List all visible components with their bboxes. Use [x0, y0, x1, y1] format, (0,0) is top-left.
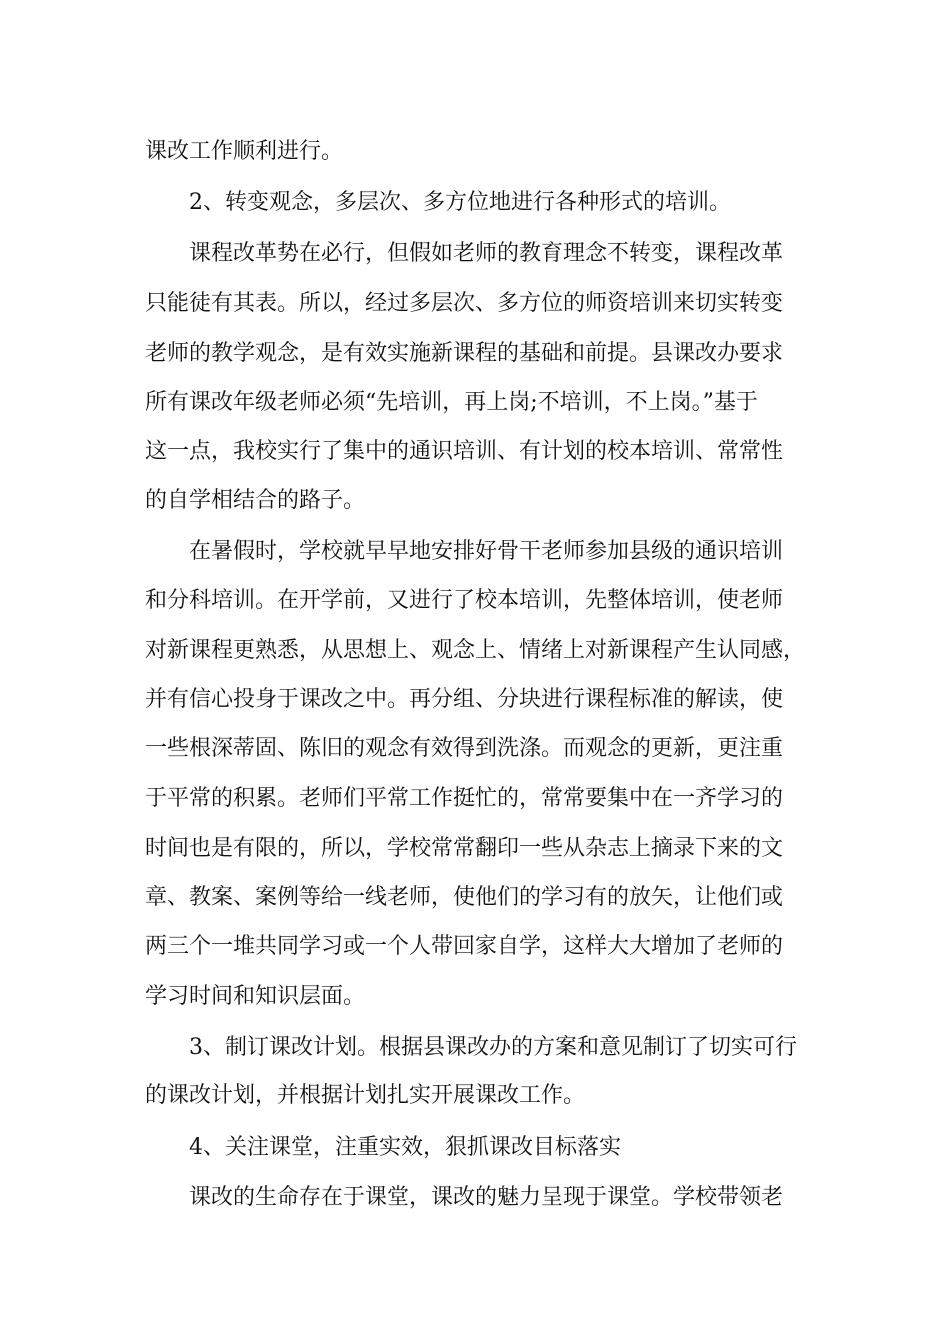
- text-line: 课程改革势在必行，但假如老师的教育理念不转变，课程改革: [145, 241, 784, 266]
- text-line: 时间也是有限的，所以，学校常常翻印一些从杂志上摘录下来的文: [145, 836, 784, 861]
- text-line: 课改的生命存在于课堂，课改的魅力呈现于课堂。学校带领老: [145, 1185, 784, 1210]
- text-line: 两三个一堆共同学习或一个人带回家自学，这样大大增加了老师的: [145, 934, 784, 959]
- text-line: 学习时间和知识层面。: [145, 984, 366, 1009]
- text-line: 所有课改年级老师必须“先培训，再上岗;不培训，不上岗。”基于: [145, 390, 758, 415]
- text-line: 课改工作顺利进行。: [145, 139, 344, 164]
- text-line: 和分科培训。在开学前，又进行了校本培训，先整体培训，使老师: [145, 588, 784, 613]
- text-line: 在暑假时，学校就早早地安排好骨干老师参加县级的通识培训: [145, 539, 784, 564]
- text-line: 于平常的积累。老师们平常工作挺忙的，常常要集中在一齐学习的: [145, 786, 784, 811]
- text-line: 这一点，我校实行了集中的通识培训、有计划的校本培训、常常性: [145, 439, 784, 464]
- text-line: 并有信心投身于课改之中。再分组、分块进行课程标准的解读，使: [145, 687, 784, 712]
- section-heading: 2、转变观念，多层次、多方位地进行各种形式的培训。: [145, 190, 731, 215]
- section-heading: 4、关注课堂，注重实效，狠抓课改目标落实: [145, 1135, 621, 1160]
- text-line: 的自学相结合的路子。: [145, 488, 366, 513]
- text-line: 老师的教学观念，是有效实施新课程的基础和前提。县课改办要求: [145, 341, 784, 366]
- text-line: 章、教案、案例等给一线老师，使他们的学习有的放矢，让他们或: [145, 885, 784, 910]
- section-heading: 3、制订课改计划。根据县课改办的方案和意见制订了切实可行: [145, 1035, 797, 1060]
- text-line: 的课改计划，并根据计划扎实开展课改工作。: [145, 1083, 586, 1108]
- text-line: 对新课程更熟悉，从思想上、观念上、情绪上对新课程产生认同感，: [145, 638, 806, 663]
- text-line: 只能徒有其表。所以，经过多层次、多方位的师资培训来切实转变: [145, 291, 784, 316]
- text-line: 一些根深蒂固、陈旧的观念有效得到洗涤。而观念的更新，更注重: [145, 736, 784, 761]
